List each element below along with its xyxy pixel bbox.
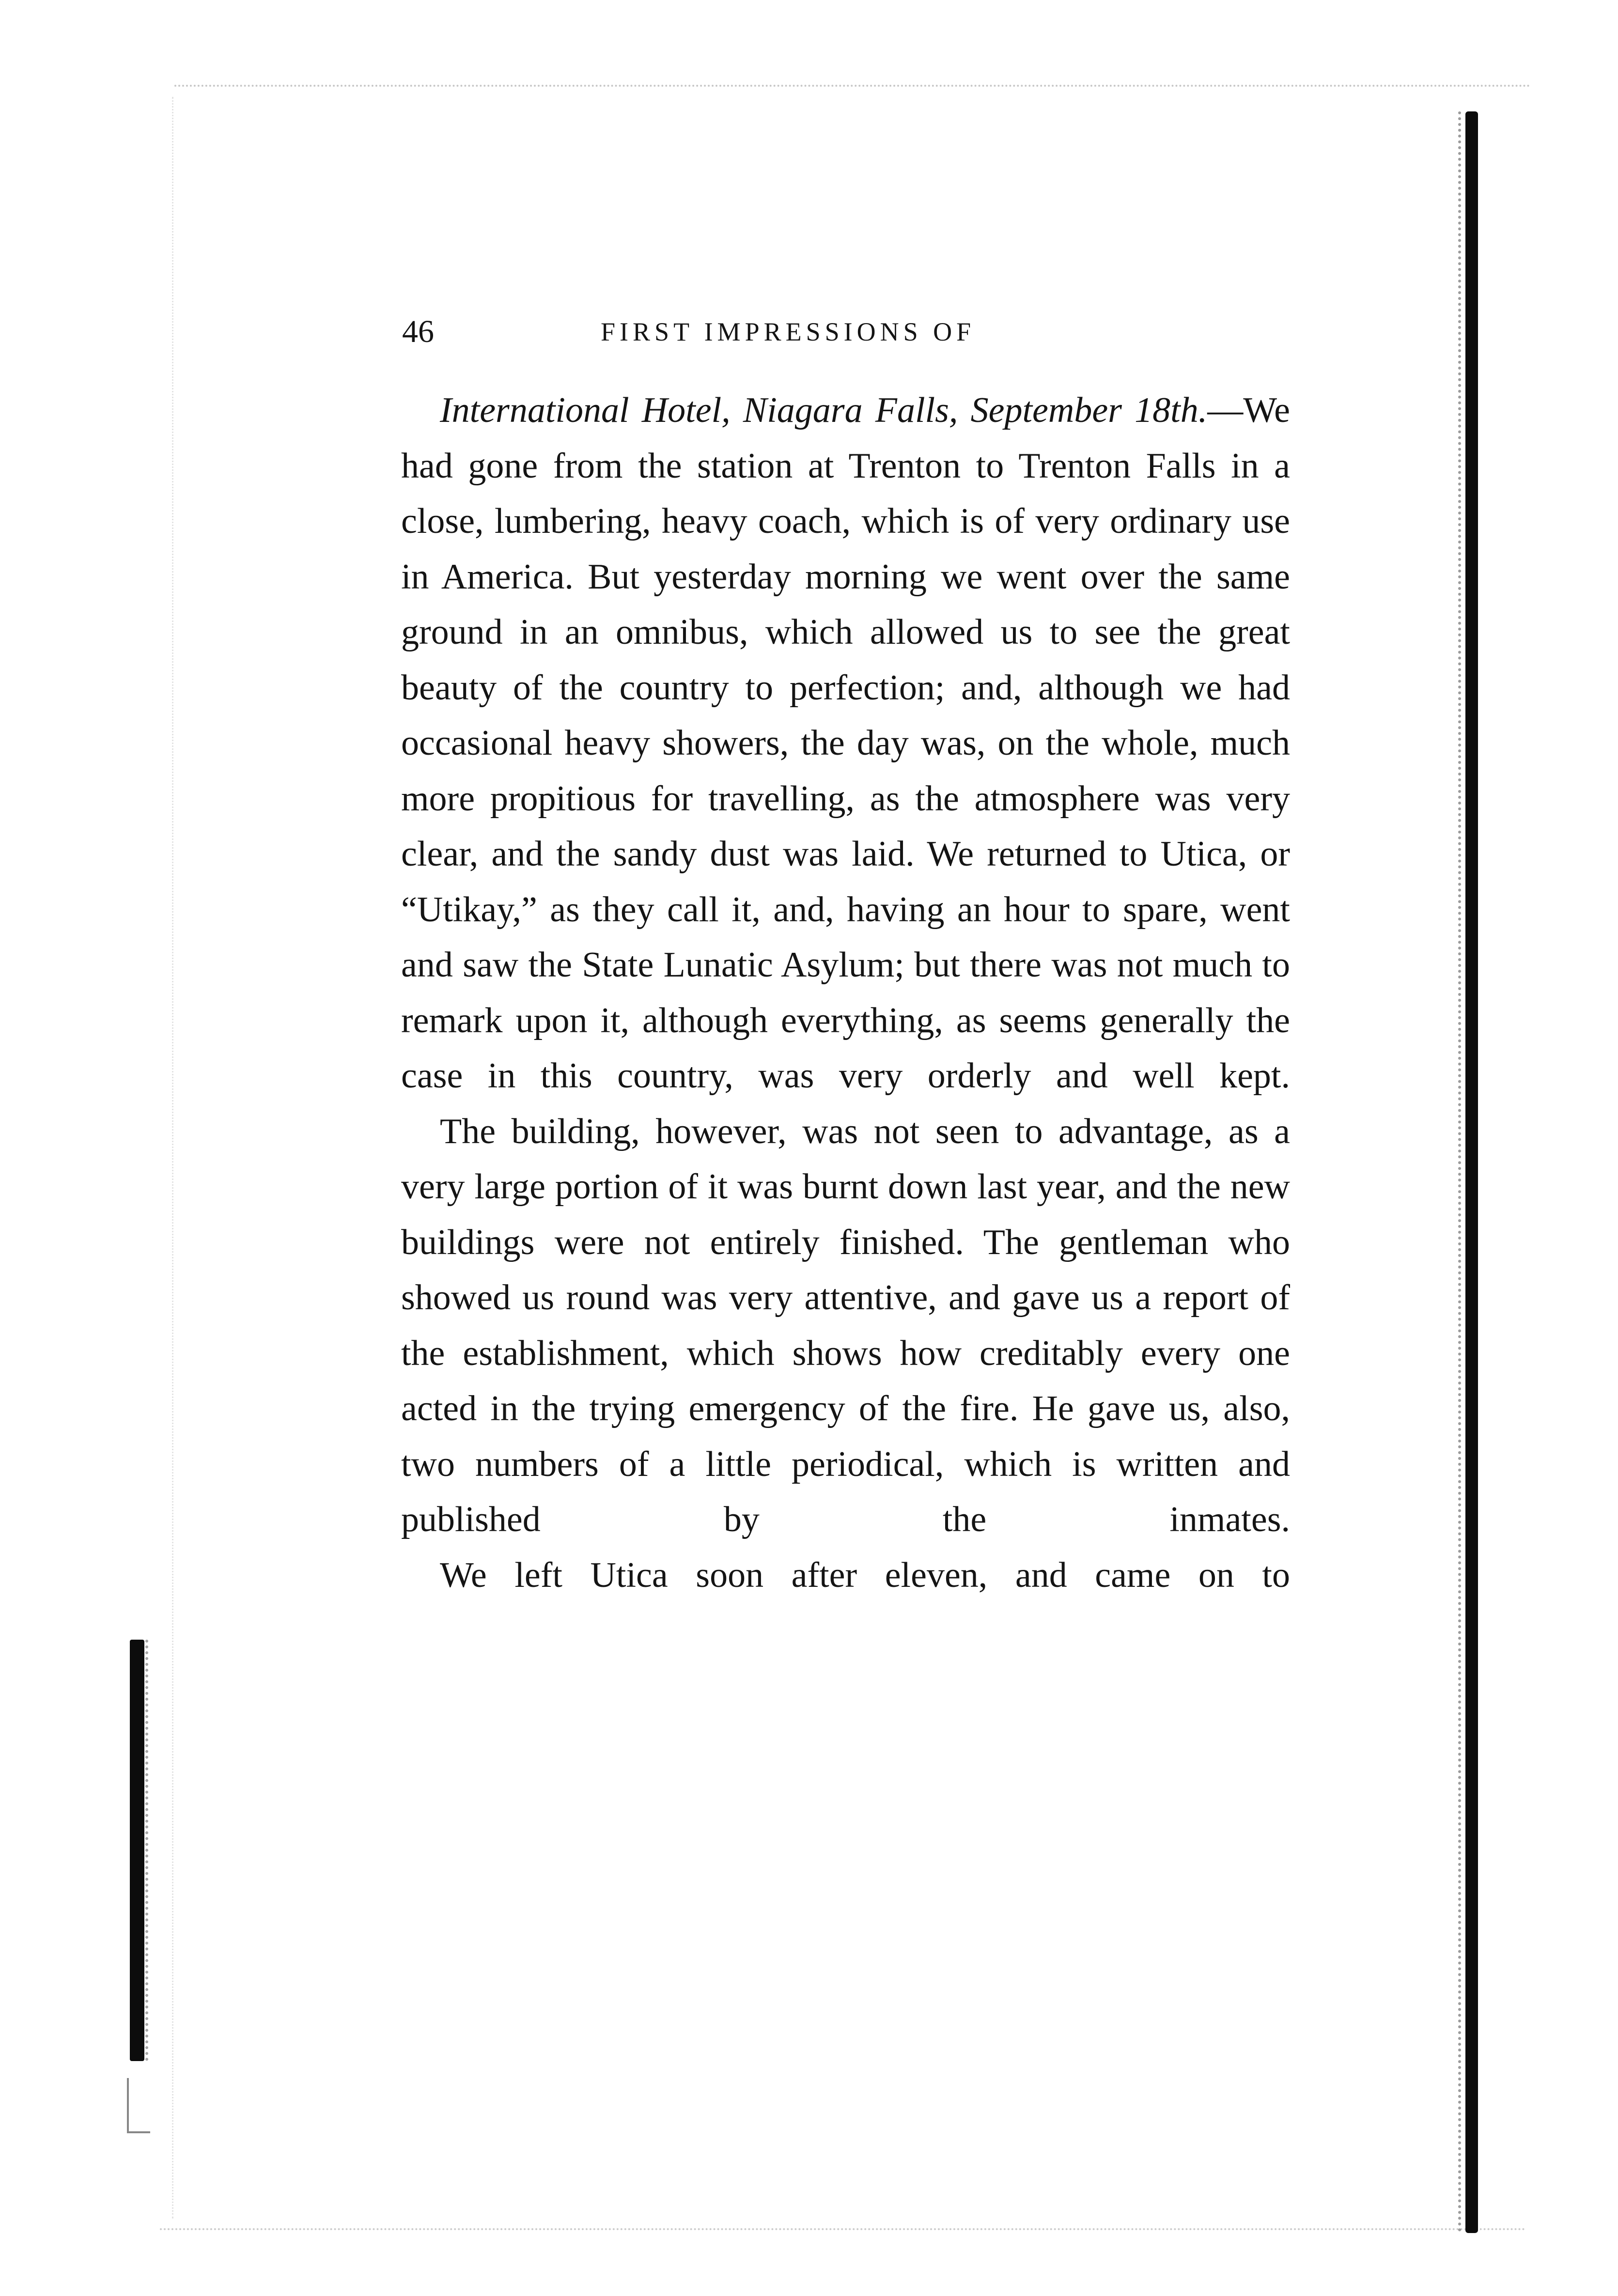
scan-edge-left (172, 97, 173, 2218)
scan-edge-bottom (160, 2228, 1526, 2230)
running-head: FIRST IMPRESSIONS OF (601, 317, 976, 346)
dateline: International Hotel, Niagara Falls, September 18th. (440, 390, 1208, 430)
page-number: 46 (402, 314, 434, 349)
binding-shadow-right (1465, 111, 1478, 2233)
binding-shadow-right-fringe (1458, 111, 1466, 2233)
scan-bracket-mark (127, 2078, 150, 2133)
binding-shadow-left (130, 1640, 144, 2061)
paragraph-1-text: —We had gone from the station at Trenton to Trenton Falls in a close, lumbering, heavy coach, which is of very ordinary use in America. But yesterday morning we went over the same ground in an omnibus, which allowed us to see the great beauty of the country to perfection; and, although we had occasional heavy showers, the day was, on the whole, much more propitious for travelling, as the atmosphere was very clear, and the sandy dust was laid. We returned to Utica, or “Utikay,” as they call it, and, having an hour to spare, went and saw the State Lunatic Asylum; but there was not much to remark upon it, although everything, as seems generally the case in this country, was very orderly and well kept. (401, 390, 1290, 1096)
scan-edge-top (174, 85, 1531, 87)
paragraph-3: We left Utica soon after eleven, and came on to (440, 1555, 1290, 1595)
paragraph-1 (401, 383, 1290, 1104)
binding-shadow-left-fringe (145, 1640, 152, 2061)
paragraph-2: The building, however, was not seen to advantage, as a very large portion of it was burnt down last year, and the new buildings were not entirely finished. The gentleman who showed us round was very attentive, and gave us a report of the establishment, which shows how creditably every one acted in the trying emergency of the fire. He gave us, also, two numbers of a little periodical, which is written and published by the inmates. (401, 1111, 1290, 1539)
body-text (401, 383, 1290, 1603)
page-header (402, 310, 1289, 354)
